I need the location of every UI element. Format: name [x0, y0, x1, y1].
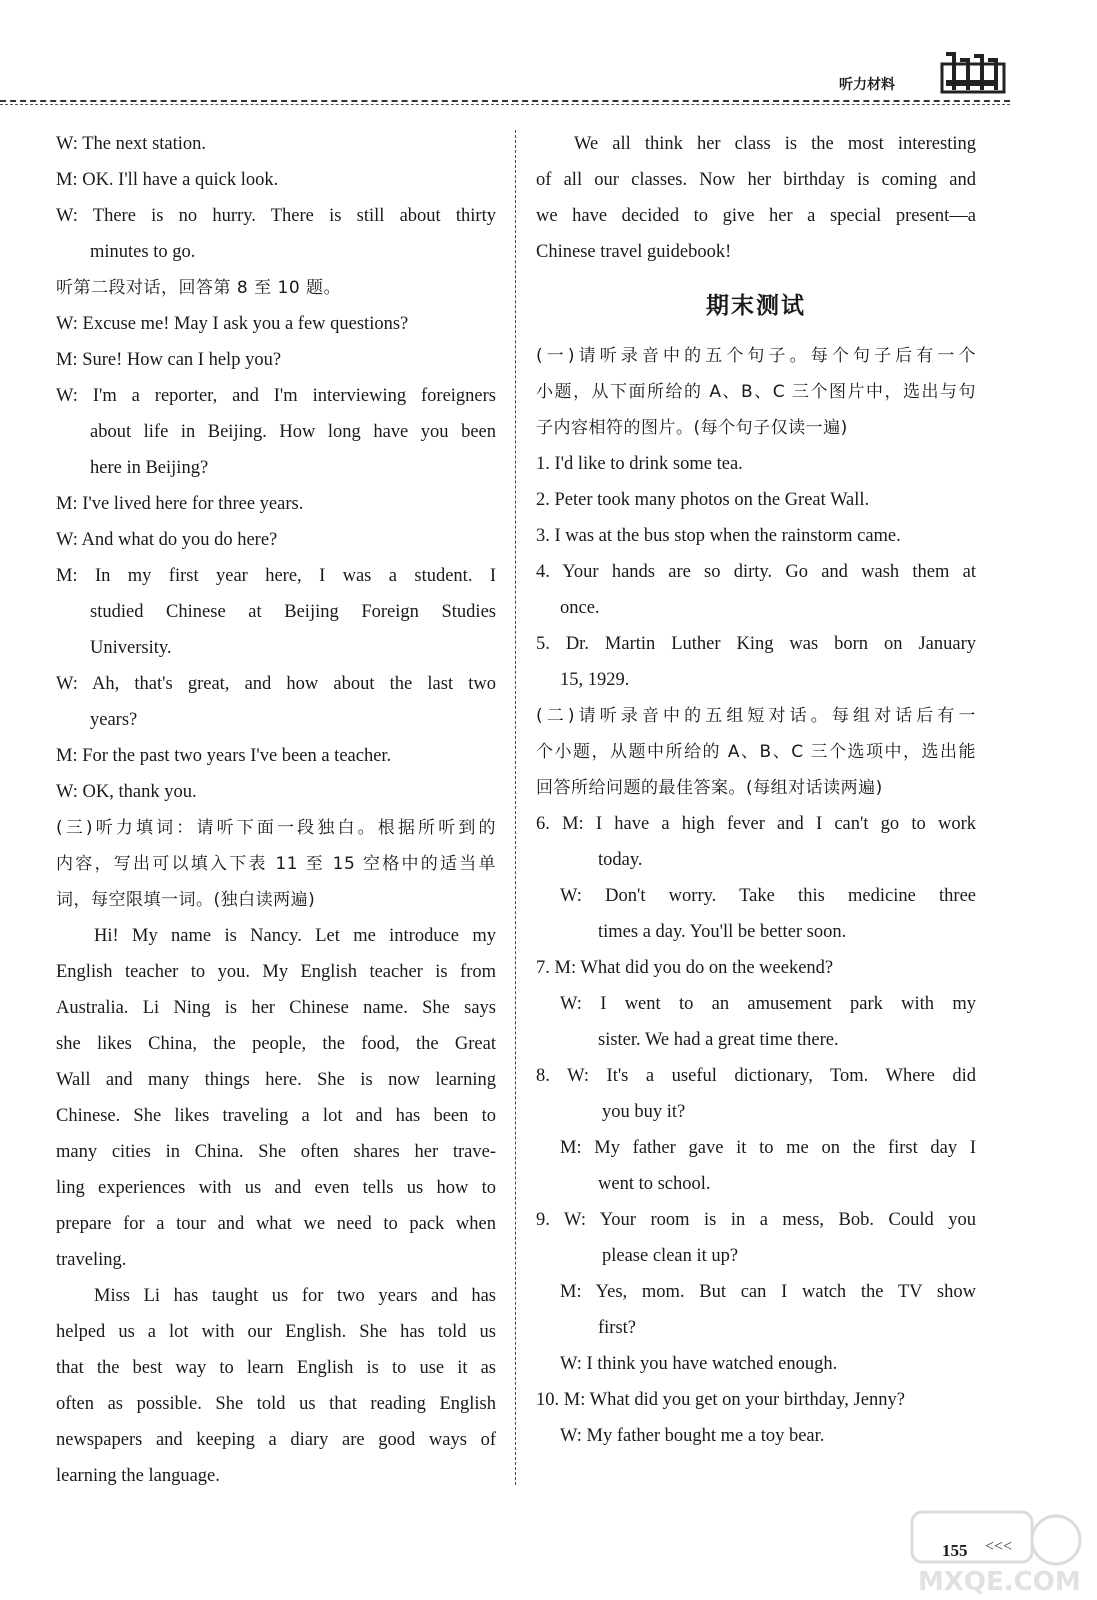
text-line: we have decided to give her a special present—a — [536, 206, 976, 226]
text-line: We all think her class is the most interesting — [574, 134, 976, 154]
question-line: 8. W: It's a useful dictionary, Tom. Where did — [536, 1066, 976, 1086]
text-line: Chinese travel guidebook! — [536, 242, 732, 262]
text-line: W: Excuse me! May I ask you a few questions? — [56, 314, 409, 334]
question-line: 1. I'd like to drink some tea. — [536, 454, 743, 474]
text-line: W: And what do you do here? — [56, 530, 278, 550]
question-line: W: I went to an amusement park with my — [560, 994, 976, 1014]
question-line: 6. M: I have a high fever and I can't go to work — [536, 814, 976, 834]
question-line: sister. We had a great time there. — [598, 1030, 839, 1050]
header-logo-graphic — [940, 50, 1006, 98]
section-instruction: 个小题，从题中所给的 A、B、C 三个选项中，选出能 — [536, 742, 976, 762]
section-instruction: 听第二段对话，回答第 8 至 10 题。 — [56, 278, 342, 298]
question-line: first? — [598, 1318, 637, 1338]
question-line: 4. Your hands are so dirty. Go and wash them at — [536, 562, 976, 582]
text-line: she likes China, the people, the food, the Great — [56, 1034, 496, 1054]
question-line: please clean it up? — [602, 1246, 739, 1266]
text-line: here in Beijing? — [90, 458, 209, 478]
question-line: 9. W: Your room is in a mess, Bob. Could you — [536, 1210, 976, 1230]
text-line: M: In my first year here, I was a student. I — [56, 566, 496, 586]
page-number: 155 — [942, 1541, 968, 1560]
section-instruction: (二)请听录音中的五组短对话。每组对话后有一 — [536, 706, 976, 726]
question-line: today. — [598, 850, 643, 870]
question-line: 7. M: What did you do on the weekend? — [536, 958, 834, 978]
text-line: M: OK. I'll have a quick look. — [56, 170, 279, 190]
question-line: W: My father bought me a toy bear. — [560, 1426, 825, 1446]
header-dashed-rule — [0, 100, 1010, 102]
text-line: English teacher to you. My English teacher is from — [56, 962, 496, 982]
text-line: Wall and many things here. She is now learning — [56, 1070, 496, 1090]
question-line: 15, 1929. — [560, 670, 630, 690]
question-line: 10. M: What did you get on your birthday, Jenny? — [536, 1390, 905, 1410]
text-line: ling experiences with us and even tells us how to — [56, 1178, 496, 1198]
section-title: 期末测试 — [706, 293, 806, 319]
text-line: years? — [90, 710, 138, 730]
text-line: W: Ah, that's great, and how about the last two — [56, 674, 496, 694]
text-line: helped us a lot with our English. She has told us — [56, 1322, 496, 1342]
text-line: learning the language. — [56, 1466, 220, 1486]
text-line: prepare for a tour and what we need to pack when — [56, 1214, 496, 1234]
section-instruction: (三)听力填词：请听下面一段独白。根据所听到的 — [56, 818, 496, 838]
left-column — [56, 126, 496, 1494]
question-line: W: Don't worry. Take this medicine three — [560, 886, 976, 906]
question-line: times a day. You'll be better soon. — [598, 922, 847, 942]
text-line: about life in Beijing. How long have you been — [90, 422, 496, 442]
text-line: studied Chinese at Beijing Foreign Studies — [90, 602, 496, 622]
column-divider — [515, 130, 516, 1485]
page-arrows: <<< — [985, 1538, 1013, 1555]
svg-text:MXQE.COM: MXQE.COM — [918, 1567, 1081, 1596]
text-line: Chinese. She likes traveling a lot and has been to — [56, 1106, 496, 1126]
text-line: M: For the past two years I've been a teacher. — [56, 746, 392, 766]
text-line: often as possible. She told us that reading English — [56, 1394, 496, 1414]
text-line: M: I've lived here for three years. — [56, 494, 304, 514]
section-instruction: 子内容相符的图片。(每个句子仅读一遍) — [536, 418, 848, 438]
header-dashed-rule-thin — [0, 104, 1010, 105]
text-line: University. — [90, 638, 172, 658]
text-line: minutes to go. — [90, 242, 196, 262]
question-line: 5. Dr. Martin Luther King was born on January — [536, 634, 976, 654]
question-line: M: My father gave it to me on the first day I — [560, 1138, 976, 1158]
section-instruction: 词，每空限填一词。(独白读两遍) — [56, 890, 316, 910]
text-line: of all our classes. Now her birthday is coming and — [536, 170, 976, 190]
section-instruction: 内容，写出可以填入下表 11 至 15 空格中的适当单 — [56, 854, 496, 874]
question-line: M: Yes, mom. But can I watch the TV show — [560, 1282, 976, 1302]
text-line: W: I'm a reporter, and I'm interviewing foreigners — [56, 386, 496, 406]
watermark-logo — [908, 1506, 1088, 1596]
text-line: newspapers and keeping a diary are good ways of — [56, 1430, 496, 1450]
text-line: Hi! My name is Nancy. Let me introduce my — [94, 926, 496, 946]
section-instruction: (一)请听录音中的五个句子。每个句子后有一个 — [536, 346, 976, 366]
text-line: traveling. — [56, 1250, 127, 1270]
right-column — [536, 126, 976, 1454]
text-line: Miss Li has taught us for two years and has — [94, 1286, 496, 1306]
question-line: went to school. — [598, 1174, 711, 1194]
question-line: once. — [560, 598, 600, 618]
text-line: Australia. Li Ning is her Chinese name. She says — [56, 998, 496, 1018]
question-line: 3. I was at the bus stop when the rainstorm came. — [536, 526, 901, 546]
text-line: M: Sure! How can I help you? — [56, 350, 282, 370]
text-line: many cities in China. She often shares her trave- — [56, 1142, 496, 1162]
section-instruction: 小题，从下面所给的 A、B、C 三个图片中，选出与句 — [536, 382, 976, 402]
question-line: you buy it? — [602, 1102, 686, 1122]
text-line: W: OK, thank you. — [56, 782, 197, 802]
header-section-label: 听力材料 — [839, 77, 895, 93]
text-line: W: There is no hurry. There is still about thirty — [56, 206, 496, 226]
section-instruction: 回答所给问题的最佳答案。(每组对话读两遍) — [536, 778, 883, 798]
text-line: that the best way to learn English is to use it as — [56, 1358, 496, 1378]
question-line: W: I think you have watched enough. — [560, 1354, 838, 1374]
question-line: 2. Peter took many photos on the Great Wall. — [536, 490, 870, 510]
text-line: W: The next station. — [56, 134, 207, 154]
